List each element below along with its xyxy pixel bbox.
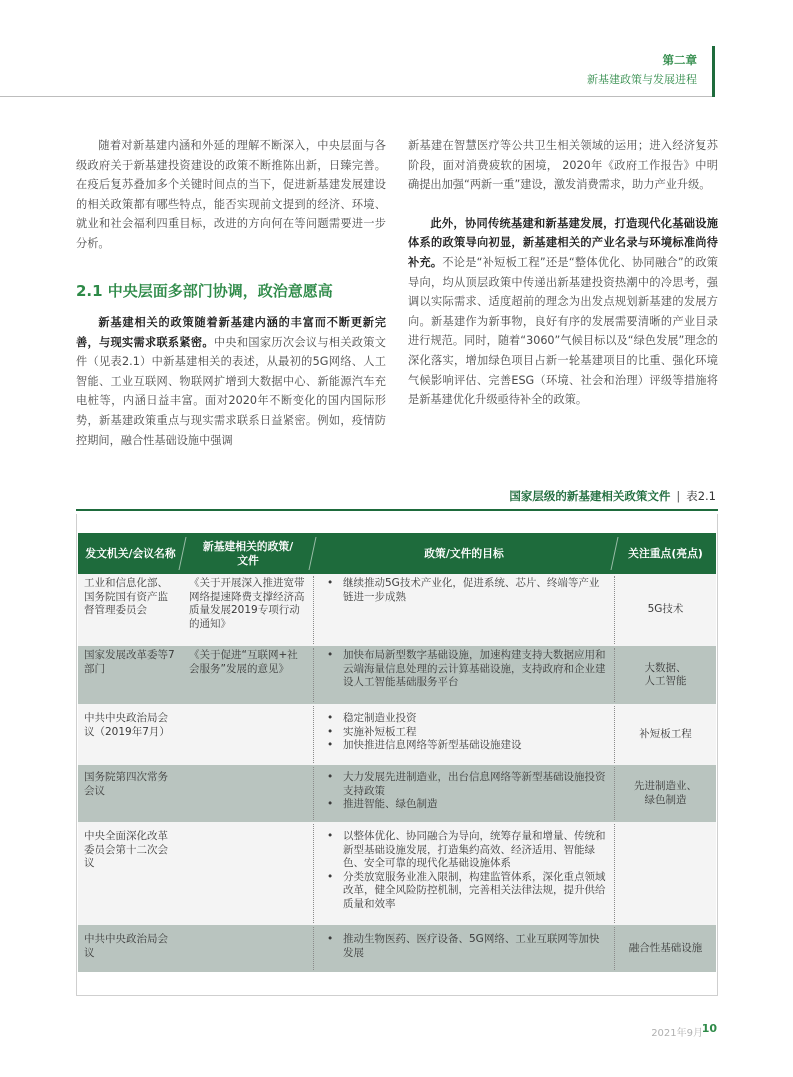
cell-org: 中央全面深化改革委员会第十二次会议 bbox=[84, 830, 168, 869]
goal-item: 加快布局新型数字基础设施，加速构建支持大数据应用和云端海量信息处理的云计算基础设施，支持政府和企业建设人工智能基础服务平台 bbox=[343, 649, 606, 688]
table-row bbox=[78, 704, 716, 765]
cell-org: 工业和信息化部、国务院国有资产监督管理委员会 bbox=[84, 577, 168, 616]
right-paragraph-1: 新基建在智慧医疗等公共卫生相关领域的运用；进入经济复苏阶段，面对消费疲软的困境， 2020年《政府工作报告》中明确提出加强“两新一重”建设，激发消费需求，助力产业升级。 bbox=[408, 139, 718, 192]
cell-focus: 5G技术 bbox=[647, 603, 684, 616]
goal-item: 以整体优化、协同融合为导向，统筹存量和增量、传统和新型基础设施发展，打造集约高效、经济适用、智能绿色、安全可靠的现代化基础设施体系 bbox=[343, 830, 606, 869]
goal-item: 稳定制造业投资 bbox=[343, 712, 417, 724]
cell-focus: 融合性基础设施 bbox=[628, 941, 703, 954]
cell-org: 国家发展改革委等7部门 bbox=[84, 649, 175, 675]
goal-item: 推进智能、绿色制造 bbox=[343, 798, 438, 810]
cell-doc: 《关于促进“互联网+社会服务”发展的意见》 bbox=[189, 649, 298, 675]
cell-doc bbox=[183, 765, 313, 822]
chapter-subtitle: 新基建政策与发展进程 bbox=[587, 73, 697, 86]
policy-paragraph-body: 中央和国家历次会议与相关政策文件（见表2.1）中新基建相关的表述，从最初的5G网络、人工智能、工业互联网、物联网扩增到大数据中心、新能源汽车充电桩等，内涵日益丰富。面对2020年不断变化的国内国际形势，新基建政策重点与现实需求联系日益紧密。例如，疫情防控期间，融合性基础设施中强调 bbox=[76, 335, 386, 447]
cell-goals: • 以整体优化、协同融合为导向，统筹存量和增量、传统和新型基础设施发展，打造集约高效、经济适用、智能绿色、安全可靠的现代化基础设施体系 • 分类放宽服务业准入限制，构建监管体系，深化重点领域改革，健全风险防控机制，完善相关法律法规，提升供给质量和效率 bbox=[313, 822, 615, 925]
cell-org: 国务院第四次常务会议 bbox=[84, 771, 168, 797]
page-number: 10 bbox=[701, 1022, 717, 1035]
right-paragraph-2-body: 不论是“补短板工程”还是“整体优化、协同融合”的政策导向，均从顶层政策中传递出新基建投资热潮中的冷思考，强调以实际需求、适度超前的理念为出发点规划新基建的发展方向。新基建作为新事物，良好有序的发展需要清晰的产业目录进行规范。同时，随着“3060”气候目标以及“绿色发展”理念的深化落实，增加绿色项目占新一轮基建项目的比重、强化环境气候影响评估、完善ESG（环境、社会和治理）评级等措施将是新基建优化升级亟待补全的政策。 bbox=[408, 255, 718, 407]
cell-focus: 先进制造业、 绿色制造 bbox=[634, 780, 697, 806]
goal-item: 推动生物医药、医疗设备、5G网络、工业互联网等加快发展 bbox=[343, 933, 600, 959]
right-paragraph-2-lead: 此外，协同传统基建和新基建发展，打造现代化基础设施体系的政策导向初显，新基建相关的产业名录与环境标准尚待补充。 bbox=[408, 216, 718, 269]
table-header-goals: 政策/文件的目标 bbox=[313, 533, 615, 574]
table-header-row bbox=[78, 533, 716, 574]
table-caption-number: 表2.1 bbox=[686, 489, 716, 503]
cell-org: 中共中央政治局会议 bbox=[84, 933, 168, 959]
cell-goals: • 加快布局新型数字基础设施，加速构建支持大数据应用和云端海量信息处理的云计算基础设施，支持政府和企业建设人工智能基础服务平台 bbox=[313, 646, 615, 704]
cell-doc: 《关于开展深入推进宽带网络提速降费支撑经济高质量发展2019专项行动的通知》 bbox=[189, 577, 305, 630]
section-heading: 2.1 中央层面多部门协调，政治意愿高 bbox=[76, 282, 333, 300]
goal-item: 实施补短板工程 bbox=[343, 725, 417, 738]
policy-paragraph-lead: 新基建相关的政策随着新基建内涵的丰富而不断更新完善，与现实需求联系紧密。 bbox=[76, 316, 386, 349]
table-row bbox=[78, 925, 716, 972]
goal-item: 分类放宽服务业准入限制，构建监管体系，深化重点领域改革，健全风险防控机制，完善相关法律法规，提升供给质量和效率 bbox=[343, 870, 606, 910]
goal-item: 加快推进信息网络等新型基础设施建设 bbox=[343, 739, 522, 751]
right-column bbox=[408, 136, 718, 410]
cell-org: 中共中央政治局会议（2019年7月） bbox=[84, 712, 170, 738]
goal-item: 继续推动5G技术产业化，促进系统、芯片、终端等产业链进一步成熟 bbox=[343, 577, 600, 603]
table-header-focus: 关注重点(亮点) bbox=[628, 546, 703, 560]
table-row bbox=[78, 822, 716, 925]
table-row bbox=[78, 765, 716, 822]
table-caption-separator: | bbox=[676, 489, 681, 503]
table-caption bbox=[509, 488, 716, 504]
cell-goals: • 大力发展先进制造业，出台信息网络等新型基础设施投资支持政策 • 推进智能、绿色制造 bbox=[313, 765, 615, 822]
policy-paragraph bbox=[76, 313, 386, 450]
header-accent-bar bbox=[712, 46, 715, 97]
cell-focus: 大数据、 人工智能 bbox=[644, 661, 687, 687]
cell-goals: • 稳定制造业投资 • 实施补短板工程 • 加快推进信息网络等新型基础设施建设 bbox=[313, 704, 615, 765]
table-header-org: 发文机关/会议名称 bbox=[78, 533, 183, 574]
left-column-lower bbox=[76, 313, 386, 450]
table-top-rule bbox=[76, 509, 718, 511]
cell-doc bbox=[183, 704, 313, 765]
header-divider bbox=[0, 96, 712, 97]
cell-goals: • 推动生物医药、医疗设备、5G网络、工业互联网等加快发展 bbox=[313, 925, 615, 972]
table-header-doc: 新基建相关的政策/文件 bbox=[183, 533, 313, 574]
table-row bbox=[78, 574, 716, 646]
footer-date: 2021年9月 bbox=[651, 1028, 703, 1039]
cell-focus: 补短板工程 bbox=[639, 727, 692, 740]
goal-item: 大力发展先进制造业，出台信息网络等新型基础设施投资支持政策 bbox=[343, 771, 606, 797]
left-column bbox=[76, 136, 386, 254]
cell-doc bbox=[183, 925, 313, 972]
cell-doc bbox=[183, 822, 313, 925]
right-paragraph-2 bbox=[408, 214, 718, 410]
chapter-label: 第二章 bbox=[662, 53, 697, 67]
cell-goals: • 继续推动5G技术产业化，促进系统、芯片、终端等产业链进一步成熟 bbox=[313, 574, 615, 646]
table-caption-title: 国家层级的新基建相关政策文件 bbox=[509, 489, 671, 503]
table-row bbox=[78, 646, 716, 704]
cell-focus bbox=[615, 822, 716, 925]
intro-paragraph: 随着对新基建内涵和外延的理解不断深入，中央层面与各级政府关于新基建投资建设的政策不断推陈出新，日臻完善。在疫后复苏叠加多个关键时间点的当下，促进新基建发展建设的相关政策都有哪些特点，能否实现前文提到的经济、环境、就业和社会福利四重目标，改进的方向何在等问题需要进一步分析。 bbox=[76, 139, 386, 250]
